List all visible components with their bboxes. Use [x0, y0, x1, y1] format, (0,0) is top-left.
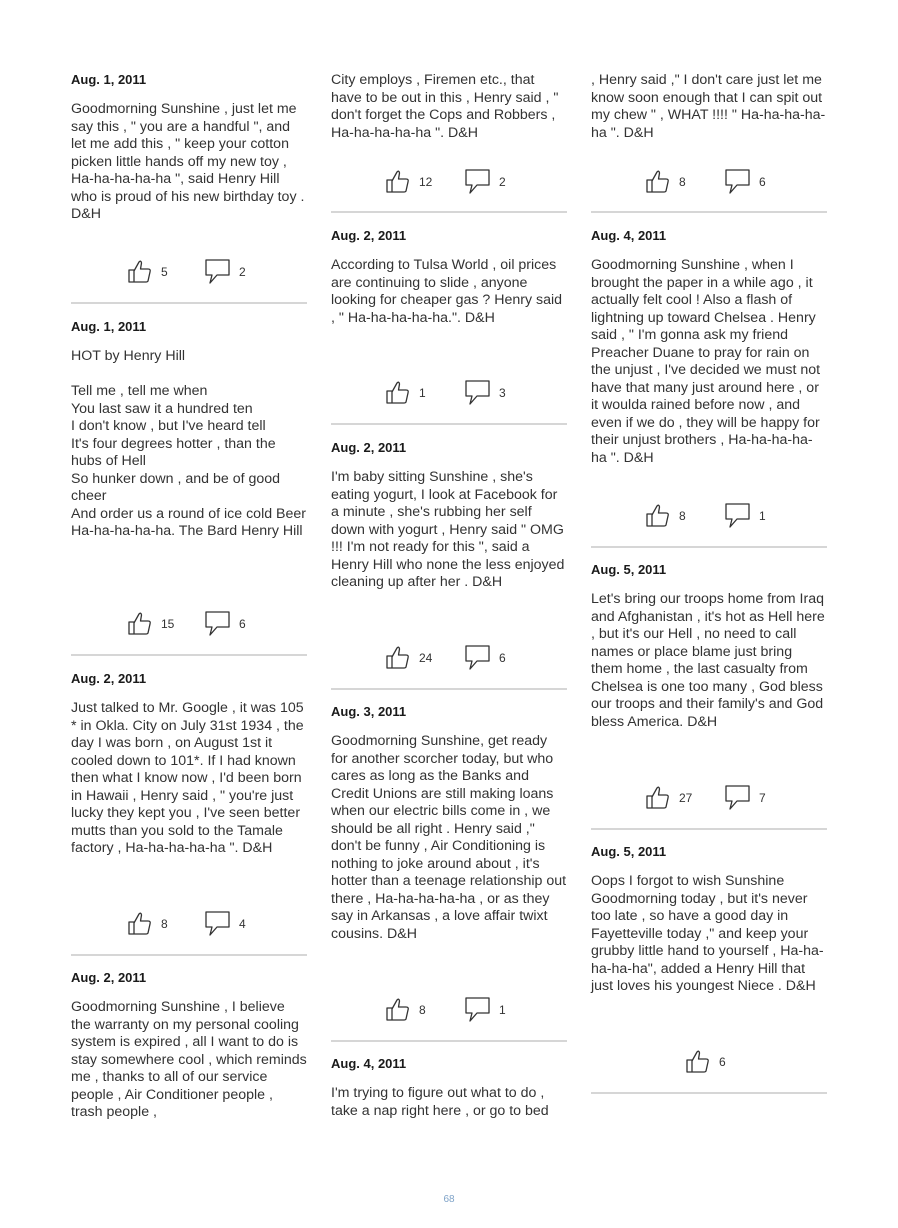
post-date: Aug. 1, 2011 — [71, 72, 147, 87]
divider — [591, 828, 827, 830]
post-reactions — [591, 502, 827, 530]
thumbs-up-icon — [385, 379, 411, 405]
comment-count: 1 — [759, 509, 766, 523]
post-body: According to Tulsa World , oil prices are continuing to slide , anyone looking for cheaper gas ? Henry said , " Ha-ha-ha-ha-ha.". D&H — [331, 257, 567, 326]
post-date: Aug. 1, 2011 — [71, 319, 147, 334]
comment-count: 4 — [239, 917, 246, 931]
thumbs-up-icon — [127, 610, 153, 636]
post-body: Goodmorning Sunshine , I believe the warranty on my personal cooling system is expired , all I want to do is stay somewhere cool , which reminds me , thanks to all of our service people , Air Conditioner people , trash people , — [71, 999, 311, 1120]
divider — [71, 654, 307, 656]
like-count: 24 — [419, 651, 433, 665]
comment-count: 2 — [499, 175, 506, 189]
post-body: Goodmorning Sunshine , when I brought the paper in a while ago , it actually felt cool ! Also a flash of lightning up toward Chelsea . Henry said , " I'm gonna ask my friend Preacher Duane to pray for rain on the unjust , I've decided we must not have that many just around here , or it woulda rained before now , and even if we do , they will be happy for their unjust brothers , Ha-ha-ha-ha-ha ". D&H — [591, 257, 825, 466]
post-reactions — [71, 610, 307, 638]
post-body: Oops I forgot to wish Sunshine Goodmorning today , but it's never too late , so have a good day in Fayetteville today ," and keep your grubby little hand to yourself , Ha-ha-ha-ha-ha", added a Henry Hill that just loves his youngest Niece . D&H — [591, 873, 824, 994]
like-count: 8 — [161, 917, 168, 931]
divider — [331, 211, 567, 213]
thumbs-up-icon — [385, 168, 411, 194]
post-reactions — [591, 1048, 827, 1076]
speech-bubble-icon — [724, 784, 752, 812]
divider — [331, 688, 567, 690]
post-reactions — [331, 996, 567, 1024]
divider — [331, 1040, 567, 1042]
like-count: 8 — [679, 509, 686, 523]
divider — [71, 302, 307, 304]
like-count: 8 — [419, 1003, 426, 1017]
speech-bubble-icon — [204, 610, 232, 638]
divider — [591, 1092, 827, 1094]
speech-bubble-icon — [724, 502, 752, 530]
comment-count: 6 — [759, 175, 766, 189]
speech-bubble-icon — [204, 910, 232, 938]
like-count: 15 — [161, 617, 175, 631]
page-number: 68 — [443, 1194, 455, 1205]
comment-count: 1 — [499, 1003, 506, 1017]
post-body: Let's bring our troops home from Iraq and Afghanistan , it's hot as Hell here , but it's our Hell , no need to call names or place blame just bring them home , the last casualty from Chelsea is one too many , God bless our troops and their family's and God bless America. D&H — [591, 591, 829, 730]
post-body: I'm baby sitting Sunshine , she's eating yogurt, I look at Facebook for a minute , she's rubbing her self down with yogurt , Henry said " OMG !!! I'm not ready for this ", said a Henry Hill who none the less enjoyed cleaning up after her . D&H — [331, 469, 569, 590]
comment-count: 6 — [499, 651, 506, 665]
post-body: , Henry said ," I don't care just let me know soon enough that I can spit out my chew " , WHAT !!!! " Ha-ha-ha-ha-ha ". D&H — [591, 72, 827, 141]
comment-count: 6 — [239, 617, 246, 631]
thumbs-up-icon — [645, 168, 671, 194]
like-count: 6 — [719, 1055, 726, 1069]
post-date: Aug. 2, 2011 — [331, 228, 407, 243]
speech-bubble-icon — [464, 996, 492, 1024]
divider — [591, 211, 827, 213]
like-count: 8 — [679, 175, 686, 189]
post-date: Aug. 2, 2011 — [71, 671, 147, 686]
comment-count: 7 — [759, 791, 766, 805]
post-body: Goodmorning Sunshine, get ready for another scorcher today, but who cares as long as the Banks and Credit Unions are still making loans when our electric bills come in , we should be all right . Henry said ," don't be funny , Air Conditioning is nothing to joke around about , it's hotter than a teenage relationship out there , Ha-ha-ha-ha-ha , or as they say in Arkansas , a love affair twixt cousins. D&H — [331, 733, 571, 942]
post-reactions — [71, 910, 307, 938]
post-date: Aug. 4, 2011 — [331, 1056, 407, 1071]
thumbs-up-icon — [127, 258, 153, 284]
post-reactions — [331, 644, 567, 672]
post-body: Goodmorning Sunshine , just let me say this , " you are a handful ", and let me add this , " keep your cotton picken little hands off my new toy , Ha-ha-ha-ha-ha ", said Henry Hill who is proud of his new birthday toy . D&H — [71, 101, 309, 222]
post-body: I'm trying to figure out what to do , take a nap right here , or go to bed — [331, 1085, 549, 1119]
post-body: City employs , Firemen etc., that have to be out in this , Henry said , " don't forget the Cops and Robbers , Ha-ha-ha-ha-ha ". D&H — [331, 72, 563, 141]
post-date: Aug. 3, 2011 — [331, 704, 407, 719]
thumbs-up-icon — [127, 910, 153, 936]
divider — [71, 954, 307, 956]
post-date: Aug. 4, 2011 — [591, 228, 667, 243]
like-count: 12 — [419, 175, 433, 189]
post-body: Just talked to Mr. Google , it was 105 * in Okla. City on July 31st 1934 , the day I was born , on August 1st it cooled down to 101*. If I had known then what I know now , I'd been born in Hawaii , Henry said , " you're just lucky they kept you , I've seen better mutts than you sold to the Tamale factory , Ha-ha-ha-ha-ha ". D&H — [71, 700, 308, 856]
speech-bubble-icon — [464, 168, 492, 196]
divider — [591, 546, 827, 548]
post-date: Aug. 2, 2011 — [331, 440, 407, 455]
post-date: Aug. 2, 2011 — [71, 970, 147, 985]
like-count: 1 — [419, 386, 426, 400]
speech-bubble-icon — [724, 168, 752, 196]
post-reactions — [71, 258, 307, 286]
like-count: 5 — [161, 265, 168, 279]
post-body: HOT by Henry Hill Tell me , tell me when You last saw it a hundred ten I don't know , but I've heard tell It's four degrees hotter , than the hubs of Hell So hunker down , and be of good cheer And order us a round of ice cold Beer Ha-ha-ha-ha-ha. The Bard Henry Hill — [71, 348, 307, 539]
speech-bubble-icon — [204, 258, 232, 286]
post-reactions — [591, 784, 827, 812]
post-reactions — [331, 379, 567, 407]
post-date: Aug. 5, 2011 — [591, 844, 667, 859]
comment-count: 2 — [239, 265, 246, 279]
divider — [331, 423, 567, 425]
like-count: 27 — [679, 791, 693, 805]
post-reactions — [591, 168, 827, 196]
speech-bubble-icon — [464, 644, 492, 672]
thumbs-up-icon — [685, 1048, 711, 1074]
thumbs-up-icon — [645, 502, 671, 528]
thumbs-up-icon — [385, 996, 411, 1022]
speech-bubble-icon — [464, 379, 492, 407]
post-reactions — [331, 168, 567, 196]
thumbs-up-icon — [645, 784, 671, 810]
thumbs-up-icon — [385, 644, 411, 670]
post-date: Aug. 5, 2011 — [591, 562, 667, 577]
comment-count: 3 — [499, 386, 506, 400]
